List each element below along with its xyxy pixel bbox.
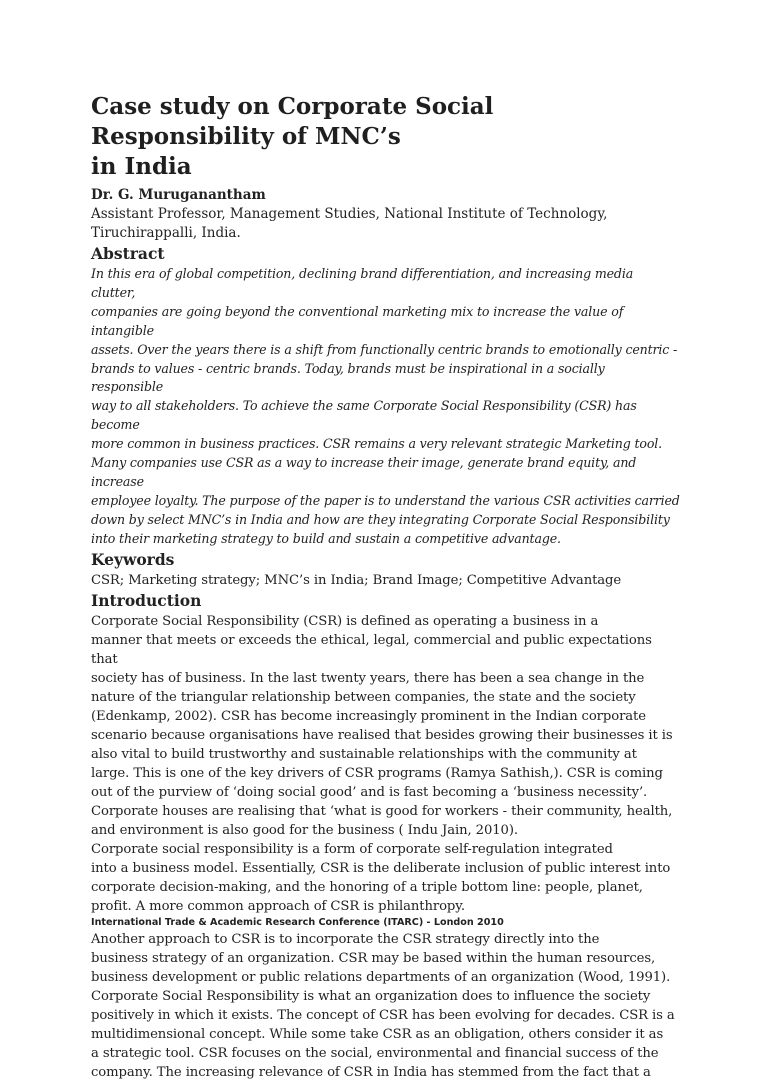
affiliation-line: Assistant Professor, Management Studies, National Institute of Technology, <box>91 206 608 222</box>
body-line: (Edenkamp, 2002). CSR has become increasingly prominent in the Indian corporate <box>91 708 646 724</box>
body-line: company. The increasing relevance of CSR in India has stemmed from the fact that a <box>91 1064 651 1080</box>
body-line: Another approach to CSR is to incorporate the CSR strategy directly into the <box>91 931 600 947</box>
conference-footer: International Trade & Academic Research Conference (ITARC) - London 2010 <box>91 916 504 928</box>
keywords-heading: Keywords <box>91 549 175 569</box>
body-line: Corporate houses are realising that ‘what is good for workers - their community, health, <box>91 803 673 819</box>
body-line: positively in which it exists. The concept of CSR has been evolving for decades. CSR is a <box>91 1007 675 1023</box>
abstract-line: Many companies use CSR as a way to increase their image, generate brand equity, and increase <box>91 455 637 489</box>
body-line: business strategy of an organization. CSR may be based within the human resources, <box>91 950 656 966</box>
body-line: Corporate Social Responsibility (CSR) is defined as operating a business in a <box>91 613 599 629</box>
body-line: profit. A more common approach of CSR is philanthropy. <box>91 898 465 914</box>
keywords-text: CSR; Marketing strategy; MNC’s in India; Brand Image; Competitive Advantage <box>91 572 622 588</box>
body-line: also vital to build trustworthy and sustainable relationships with the community at <box>91 746 637 762</box>
abstract-line: assets. Over the years there is a shift from functionally centric brands to emotionally centric - <box>91 341 678 357</box>
body-line: a strategic tool. CSR focuses on the social, environmental and financial success of the <box>91 1045 659 1061</box>
body-line: multidimensional concept. While some take CSR as an obligation, others consider it as <box>91 1026 664 1042</box>
body-line: manner that meets or exceeds the ethical, legal, commercial and public expectations that <box>91 632 652 667</box>
intro-paragraph-1 <box>91 612 680 840</box>
abstract-heading: Abstract <box>91 244 165 263</box>
abstract-text <box>91 265 680 549</box>
body-line: into a business model. Essentially, CSR is the deliberate inclusion of public interest into <box>91 860 671 876</box>
body-line: Corporate Social Responsibility is what an organization does to influence the society <box>91 988 651 1004</box>
abstract-line: In this era of global competition, declining brand differentiation, and increasing media clutter, <box>91 266 634 300</box>
intro-paragraph-2 <box>91 840 680 916</box>
title-line: in India <box>91 153 192 180</box>
body-line: business development or public relations departments of an organization (Wood, 1991). <box>91 969 671 985</box>
body-line: Corporate social responsibility is a form of corporate self-regulation integrated <box>91 841 613 857</box>
abstract-line: companies are going beyond the conventional marketing mix to increase the value of intangible <box>91 303 624 338</box>
author-affiliation <box>91 205 680 243</box>
introduction-heading: Introduction <box>91 590 202 610</box>
abstract-line: into their marketing strategy to build and sustain a competitive advantage. <box>91 530 561 546</box>
body-line: large. This is one of the key drivers of CSR programs (Ramya Sathish,). CSR is coming <box>91 765 663 781</box>
body-line: out of the purview of ‘doing social good’ and is fast becoming a ‘business necessity’. <box>91 784 648 800</box>
body-line: scenario because organisations have realised that besides growing their businesses it is <box>91 727 673 743</box>
abstract-line: employee loyalty. The purpose of the paper is to understand the various CSR activities carried <box>91 492 680 508</box>
body-line: corporate decision-making, and the honoring of a triple bottom line: people, planet, <box>91 879 643 895</box>
body-line: and environment is also good for the business ( Indu Jain, 2010). <box>91 822 518 838</box>
abstract-line: way to all stakeholders. To achieve the same Corporate Social Responsibility (CSR) has become <box>91 398 637 433</box>
paper-title <box>91 92 680 182</box>
title-line: Case study on Corporate Social Responsibility of MNC’s <box>91 93 494 150</box>
abstract-line: brands to values - centric brands. Today, brands must be inspirational in a socially responsible <box>91 360 605 395</box>
body-line: society has of business. In the last twenty years, there has been a sea change in the <box>91 670 645 686</box>
intro-paragraph-3 <box>91 930 680 1082</box>
affiliation-line: Tiruchirappalli, India. <box>91 225 241 241</box>
author-name: Dr. G. Muruganantham <box>91 187 266 203</box>
body-line: nature of the triangular relationship between companies, the state and the society <box>91 689 636 705</box>
abstract-line: more common in business practices. CSR remains a very relevant strategic Marketing tool. <box>91 436 663 452</box>
abstract-line: down by select MNC’s in India and how are they integrating Corporate Social Responsibility <box>91 511 670 527</box>
